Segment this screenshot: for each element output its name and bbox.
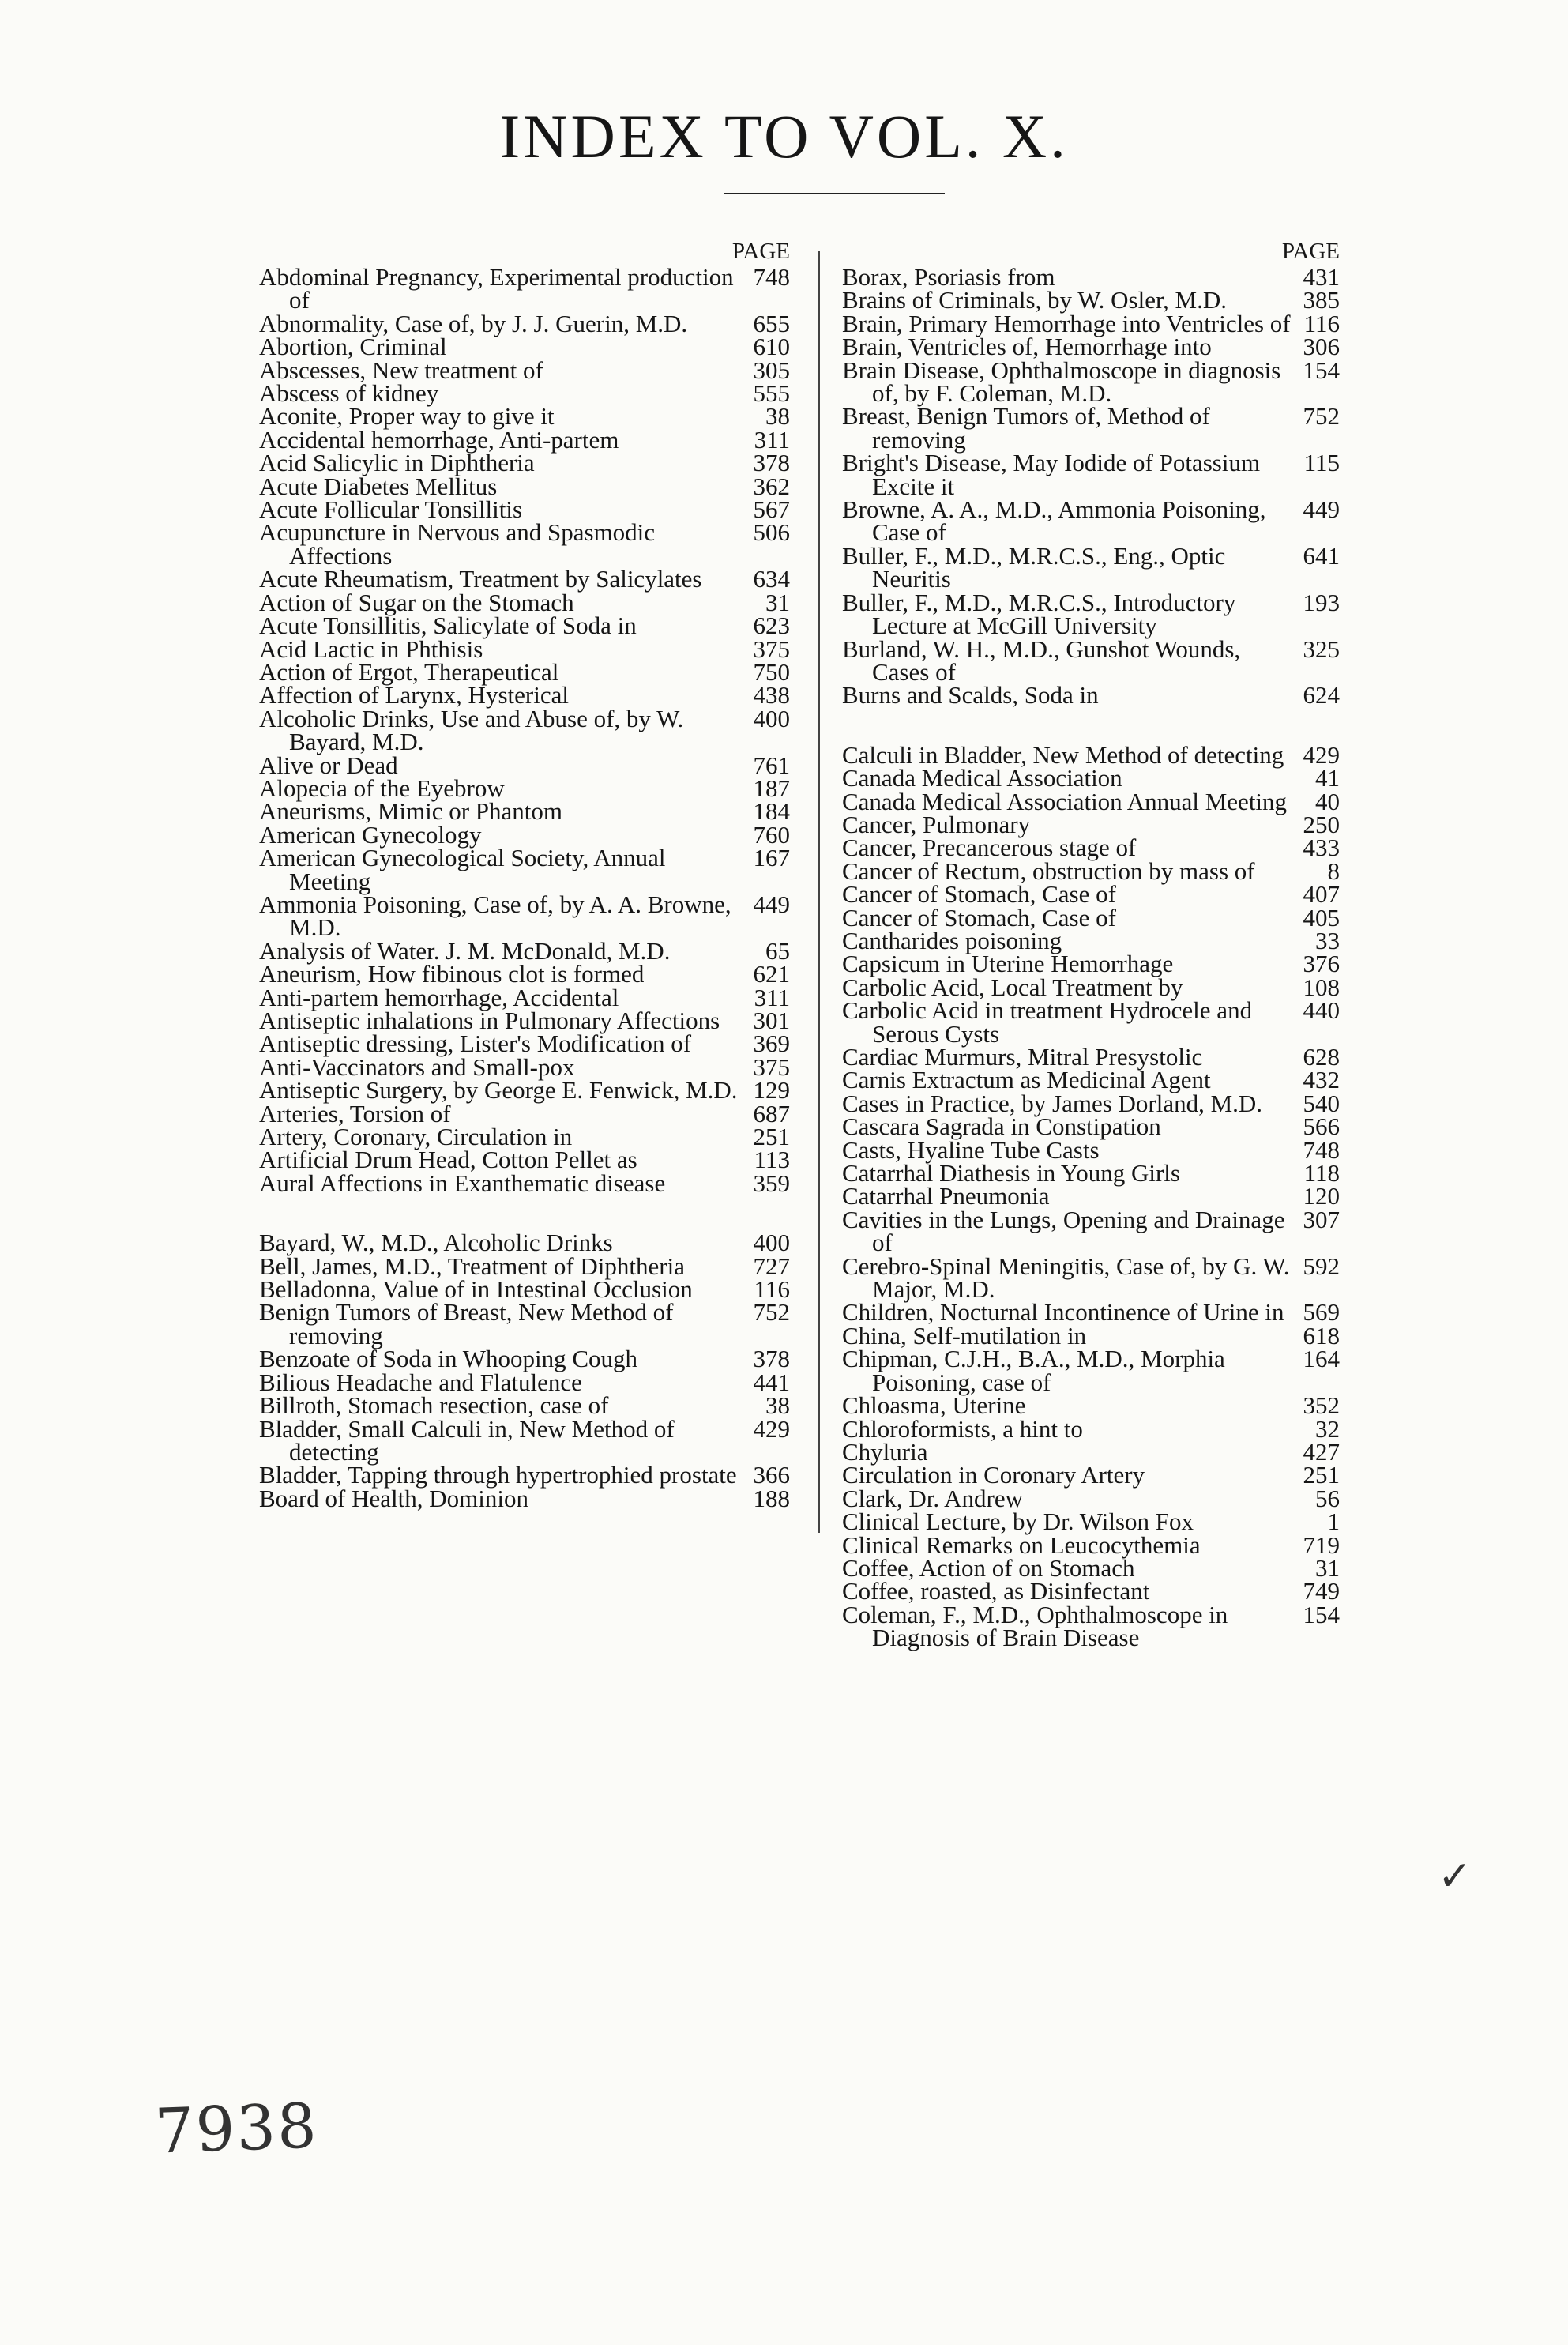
entry-text: Cascara Sagrada in Constipation <box>842 1112 1161 1141</box>
entry-page-number: 433 <box>1303 834 1340 862</box>
entry-page-number: 752 <box>753 1298 790 1327</box>
entry-page-number: 31 <box>1315 1553 1340 1582</box>
entry-text: Clark, Dr. Andrew <box>842 1484 1024 1512</box>
entry-list <box>259 265 790 1510</box>
section-gap <box>259 1195 790 1231</box>
entry-text: Burland, W. H., M.D., Gunshot Wounds, Cases of <box>842 634 1241 686</box>
entry-page-number: 56 <box>1315 1484 1340 1512</box>
entry-text: Benign Tumors of Breast, New Method of removing <box>259 1298 674 1349</box>
index-entry <box>259 1484 790 1512</box>
entry-page-number: 359 <box>753 1169 790 1197</box>
index-entry <box>259 495 790 524</box>
entry-page-number: 441 <box>753 1368 790 1396</box>
entry-text: Buller, F., M.D., M.R.C.S., Eng., Optic Neuritis <box>842 541 1226 593</box>
index-entry <box>842 1530 1340 1559</box>
entry-text: Coffee, roasted, as Disinfectant <box>842 1577 1150 1605</box>
entry-text: Carnis Extractum as Medicinal Agent <box>842 1066 1211 1094</box>
entry-page-number: 31 <box>765 588 790 616</box>
index-entry <box>842 1043 1340 1071</box>
entry-text: Antiseptic Surgery, by George E. Fenwick, M.D. <box>259 1076 738 1105</box>
entry-page-number: 376 <box>1303 950 1340 978</box>
entry-text: Bilious Headache and Flatulence <box>259 1368 582 1396</box>
entry-page-number: 193 <box>1303 588 1340 616</box>
index-entry <box>842 263 1340 291</box>
section-gap <box>842 707 1340 743</box>
entry-text: Canada Medical Association Annual Meeting <box>842 787 1288 815</box>
entry-text: Catarrhal Pneumonia <box>842 1182 1050 1210</box>
entry-text: Cavities in the Lungs, Opening and Drainage of <box>842 1205 1285 1257</box>
index-entry <box>842 950 1340 978</box>
entry-page-number: 748 <box>1303 1135 1340 1164</box>
entry-page-number: 621 <box>753 960 790 988</box>
entry-text: Alive or Dead <box>259 751 398 779</box>
entry-page-number: 251 <box>753 1123 790 1151</box>
entry-text: Board of Health, Dominion <box>259 1484 528 1512</box>
index-entry <box>259 634 790 663</box>
index-entry <box>259 425 790 454</box>
index-entry <box>259 265 790 312</box>
entry-text: Abdominal Pregnancy, Experimental production of <box>259 263 734 314</box>
index-entry <box>259 1229 790 1257</box>
entry-text: Aural Affections in Exanthematic disease <box>259 1169 666 1197</box>
index-entry <box>842 973 1340 1001</box>
entry-page-number: 167 <box>753 844 790 872</box>
index-entry <box>842 764 1340 792</box>
entry-text: Abscess of kidney <box>259 379 439 408</box>
entry-text: Cerebro-Spinal Meningitis, Case of, by G. W. Major, M.D. <box>842 1252 1290 1304</box>
entry-page-number: 449 <box>753 890 790 918</box>
index-entry <box>259 774 790 802</box>
entry-text: Buller, F., M.D., M.R.C.S., Introductory Lecture at McGill University <box>842 588 1236 640</box>
index-entry <box>842 402 1340 454</box>
entry-page-number: 405 <box>1303 903 1340 932</box>
entry-text: Anti-partem hemorrhage, Accidental <box>259 983 619 1011</box>
entry-page-number: 540 <box>1303 1089 1340 1117</box>
index-entry <box>259 1029 790 1058</box>
index-entry <box>842 1577 1340 1605</box>
entry-page-number: 164 <box>1303 1345 1340 1373</box>
entry-page-number: 566 <box>1303 1112 1340 1141</box>
entry-page-number: 431 <box>1303 263 1340 291</box>
entry-page-number: 306 <box>1303 333 1340 361</box>
entry-page-number: 432 <box>1303 1066 1340 1094</box>
entry-text: Action of Ergot, Therapeutical <box>259 657 559 686</box>
entry-text: Cantharides poisoning <box>842 926 1062 954</box>
entry-page-number: 250 <box>1303 810 1340 838</box>
entry-text: Bladder, Small Calculi in, New Method of detecting <box>259 1414 675 1466</box>
index-entry <box>842 787 1340 815</box>
index-entry <box>842 1112 1340 1141</box>
entry-text: Chipman, C.J.H., B.A., M.D., Morphia Poisoning, case of <box>842 1345 1225 1396</box>
entry-text: Abnormality, Case of, by J. J. Guerin, M.D. <box>259 309 688 337</box>
entry-page-number: 429 <box>753 1414 790 1443</box>
index-entry <box>259 1368 790 1396</box>
entry-text: Acute Tonsillitis, Salicylate of Soda in <box>259 612 637 640</box>
entry-page-number: 375 <box>753 1052 790 1081</box>
index-entry <box>259 820 790 849</box>
index-column-right <box>842 237 1340 1650</box>
index-entry <box>842 1391 1340 1420</box>
entry-page-number: 116 <box>1303 309 1340 337</box>
entry-page-number: 40 <box>1315 787 1340 815</box>
index-entry <box>259 657 790 686</box>
index-entry <box>259 1300 790 1347</box>
index-entry <box>842 1298 1340 1327</box>
index-entry <box>842 309 1340 337</box>
index-entry <box>259 565 790 593</box>
index-entry <box>259 681 790 710</box>
index-entry <box>842 356 1340 408</box>
entry-page-number: 362 <box>753 472 790 500</box>
page-column-label: PAGE <box>1281 239 1340 264</box>
index-entry <box>259 846 790 893</box>
entry-page-number: 641 <box>1303 541 1340 570</box>
index-entry <box>259 449 790 477</box>
page-column-label: PAGE <box>731 239 790 264</box>
index-entry <box>842 1252 1340 1304</box>
index-entry <box>259 1345 790 1373</box>
entry-page-number: 108 <box>1303 973 1340 1001</box>
entry-text: Borax, Psoriasis from <box>842 263 1055 291</box>
entry-text: Benzoate of Soda in Whooping Cough <box>259 1345 638 1373</box>
index-entry <box>842 1484 1340 1512</box>
entry-text: Coleman, F., M.D., Ophthalmoscope in Diagnosis of Brain Disease <box>842 1600 1228 1652</box>
entry-page-number: 369 <box>753 1029 790 1058</box>
entry-page-number: 154 <box>1303 1600 1340 1628</box>
entry-page-number: 628 <box>1303 1043 1340 1071</box>
entry-text: American Gynecological Society, Annual Meeting <box>259 844 666 895</box>
entry-page-number: 440 <box>1303 996 1340 1025</box>
entry-text: Brain, Primary Hemorrhage into Ventricles of <box>842 309 1291 337</box>
entry-text: Bright's Disease, May Iodide of Potassium Excite it <box>842 449 1261 500</box>
entry-text: Alopecia of the Eyebrow <box>259 774 505 802</box>
entry-page-number: 748 <box>753 263 790 291</box>
entry-text: Bell, James, M.D., Treatment of Diphtheria <box>259 1252 685 1280</box>
entry-text: Aneurism, How fibinous clot is formed <box>259 960 645 988</box>
entry-page-number: 610 <box>753 333 790 361</box>
entry-text: Coffee, Action of on Stomach <box>842 1553 1135 1582</box>
entry-page-number: 400 <box>753 1229 790 1257</box>
entry-text: Catarrhal Diathesis in Young Girls <box>842 1159 1180 1188</box>
entry-text: Burns and Scalds, Soda in <box>842 681 1099 710</box>
entry-page-number: 655 <box>753 309 790 337</box>
entry-page-number: 719 <box>1303 1530 1340 1559</box>
index-entry <box>259 612 790 640</box>
entry-page-number: 65 <box>765 936 790 965</box>
entry-page-number: 687 <box>753 1099 790 1127</box>
index-entry <box>259 983 790 1011</box>
entry-page-number: 449 <box>1303 495 1340 524</box>
entry-text: Billroth, Stomach resection, case of <box>259 1391 609 1420</box>
entry-text: Circulation in Coronary Artery <box>842 1461 1145 1489</box>
entry-text: Acute Follicular Tonsillitis <box>259 495 523 524</box>
index-entry <box>259 402 790 431</box>
entry-page-number: 438 <box>753 681 790 710</box>
entry-page-number: 118 <box>1303 1159 1340 1188</box>
index-entry <box>259 1076 790 1105</box>
index-column-left <box>259 237 790 1510</box>
index-entry <box>259 379 790 408</box>
entry-text: Acute Rheumatism, Treatment by Salicylates <box>259 565 702 593</box>
entry-text: China, Self-mutilation in <box>842 1321 1087 1349</box>
entry-page-number: 761 <box>753 751 790 779</box>
entry-page-number: 567 <box>753 495 790 524</box>
entry-text: Cancer of Stomach, Case of <box>842 903 1116 932</box>
index-entry <box>842 333 1340 361</box>
index-entry <box>842 634 1340 686</box>
index-entry <box>842 996 1340 1048</box>
index-entry <box>842 926 1340 954</box>
index-entry <box>259 588 790 616</box>
entry-page-number: 366 <box>753 1461 790 1489</box>
entry-text: Action of Sugar on the Stomach <box>259 588 574 616</box>
entry-page-number: 634 <box>753 565 790 593</box>
entry-text: Cases in Practice, by James Dorland, M.D. <box>842 1089 1263 1117</box>
index-entry <box>259 1146 790 1174</box>
index-entry <box>842 834 1340 862</box>
index-entry <box>842 1182 1340 1210</box>
entry-text: Canada Medical Association <box>842 764 1122 792</box>
entry-text: Alcoholic Drinks, Use and Abuse of, by W. Bayard, M.D. <box>259 704 684 756</box>
entry-page-number: 407 <box>1303 880 1340 909</box>
entry-page-number: 727 <box>753 1252 790 1280</box>
entry-text: Clinical Lecture, by Dr. Wilson Fox <box>842 1508 1194 1536</box>
entry-page-number: 592 <box>1303 1252 1340 1280</box>
index-entry <box>842 1437 1340 1466</box>
entry-text: Cancer, Pulmonary <box>842 810 1031 838</box>
index-entry <box>259 960 790 988</box>
title-rule <box>724 193 945 194</box>
entry-text: American Gynecology <box>259 820 482 849</box>
entry-page-number: 251 <box>1303 1461 1340 1489</box>
index-entry <box>842 1089 1340 1117</box>
entry-page-number: 311 <box>754 983 790 1011</box>
entry-text: Chyluria <box>842 1437 928 1466</box>
entry-page-number: 184 <box>753 797 790 826</box>
entry-page-number: 623 <box>753 612 790 640</box>
entry-text: Carbolic Acid, Local Treatment by <box>842 973 1183 1001</box>
entry-page-number: 32 <box>1315 1414 1340 1443</box>
entry-text: Chloroformists, a hint to <box>842 1414 1083 1443</box>
entry-page-number: 352 <box>1303 1391 1340 1420</box>
entry-text: Breast, Benign Tumors of, Method of removing <box>842 402 1210 454</box>
index-entry <box>259 1009 790 1032</box>
entry-text: Artificial Drum Head, Cotton Pellet as <box>259 1146 637 1174</box>
index-entry <box>842 1347 1340 1394</box>
entry-text: Cancer of Stomach, Case of <box>842 880 1116 909</box>
entry-text: Acid Lactic in Phthisis <box>259 634 483 663</box>
entry-page-number: 760 <box>753 820 790 849</box>
entry-text: Antiseptic dressing, Lister's Modification of <box>259 1029 692 1058</box>
handwritten-number: 7938 <box>153 2091 320 2168</box>
index-entry <box>842 1508 1340 1536</box>
entry-text: Analysis of Water. J. M. McDonald, M.D. <box>259 936 671 965</box>
index-entry <box>259 1052 790 1081</box>
index-entry <box>842 880 1340 909</box>
index-entry <box>842 495 1340 547</box>
index-entry <box>842 856 1340 885</box>
index-entry <box>259 890 790 942</box>
entry-page-number: 400 <box>753 704 790 732</box>
entry-page-number: 116 <box>754 1275 790 1304</box>
entry-text: Cancer, Precancerous stage of <box>842 834 1137 862</box>
entry-text: Brain, Ventricles of, Hemorrhage into <box>842 333 1212 361</box>
entry-page-number: 385 <box>1303 286 1340 314</box>
entry-page-number: 752 <box>1303 402 1340 431</box>
entry-page-number: 113 <box>754 1146 790 1174</box>
entry-text: Ammonia Poisoning, Case of, by A. A. Browne, M.D. <box>259 890 731 942</box>
entry-text: Acute Diabetes Mellitus <box>259 472 498 500</box>
entry-page-number: 375 <box>753 634 790 663</box>
entry-text: Brains of Criminals, by W. Osler, M.D. <box>842 286 1227 314</box>
entry-page-number: 378 <box>753 1345 790 1373</box>
index-entry <box>842 1066 1340 1094</box>
entry-page-number: 429 <box>1303 740 1340 769</box>
entry-text: Arteries, Torsion of <box>259 1099 451 1127</box>
index-entry <box>259 751 790 779</box>
index-entry <box>259 1099 790 1127</box>
index-entry <box>259 1275 790 1304</box>
entry-page-number: 8 <box>1327 856 1340 885</box>
index-entry <box>259 704 790 756</box>
entry-page-number: 154 <box>1303 356 1340 384</box>
index-entry <box>842 903 1340 932</box>
entry-text: Bladder, Tapping through hypertrophied prostate <box>259 1461 737 1489</box>
entry-page-number: 120 <box>1303 1182 1340 1210</box>
entry-text: Chloasma, Uterine <box>842 1391 1026 1420</box>
entry-page-number: 378 <box>753 449 790 477</box>
entry-page-number: 569 <box>1303 1298 1340 1327</box>
entry-text: Browne, A. A., M.D., Ammonia Poisoning, Case of <box>842 495 1266 547</box>
entry-text: Artery, Coronary, Circulation in <box>259 1123 573 1151</box>
entry-page-number: 115 <box>1303 449 1340 477</box>
index-entry <box>842 451 1340 498</box>
entry-text: Bayard, W., M.D., Alcoholic Drinks <box>259 1229 613 1257</box>
index-entry <box>842 1321 1340 1349</box>
entry-page-number: 325 <box>1303 634 1340 663</box>
entry-text: Cancer of Rectum, obstruction by mass of <box>842 856 1255 885</box>
index-entry <box>842 1553 1340 1582</box>
index-entry <box>842 810 1340 838</box>
index-entry <box>259 1391 790 1420</box>
index-entry <box>842 1159 1340 1188</box>
entry-page-number: 301 <box>753 1007 790 1034</box>
index-entry <box>842 1414 1340 1443</box>
entry-text: Casts, Hyaline Tube Casts <box>842 1135 1100 1164</box>
index-entry <box>842 1600 1340 1652</box>
index-entry <box>259 333 790 361</box>
entry-page-number: 129 <box>753 1076 790 1105</box>
index-entry <box>259 518 790 570</box>
index-entry <box>259 1169 790 1197</box>
entry-page-number: 624 <box>1303 681 1340 710</box>
index-entry <box>842 1461 1340 1489</box>
index-entry <box>842 541 1340 593</box>
index-entry <box>259 1461 790 1489</box>
entry-text: Brain Disease, Ophthalmoscope in diagnosis of, by F. Coleman, M.D. <box>842 356 1281 408</box>
entry-text: Affection of Larynx, Hysterical <box>259 681 569 710</box>
entry-text: Acupuncture in Nervous and Spasmodic Affections <box>259 518 656 570</box>
entry-text: Capsicum in Uterine Hemorrhage <box>842 950 1174 978</box>
index-entry <box>259 472 790 500</box>
check-mark-icon: ✓ <box>1438 1853 1472 1900</box>
entry-page-number: 187 <box>753 774 790 802</box>
entry-list <box>842 265 1340 1650</box>
entry-page-number: 750 <box>753 657 790 686</box>
index-entry <box>259 309 790 337</box>
entry-text: Antiseptic inhalations in Pulmonary Affections <box>259 1007 720 1034</box>
entry-page-number: 506 <box>753 518 790 547</box>
entry-text: Anti-Vaccinators and Small-pox <box>259 1052 575 1081</box>
entry-text: Abscesses, New treatment of <box>259 356 543 384</box>
index-entry <box>842 286 1340 314</box>
entry-text: Carbolic Acid in treatment Hydrocele and Serous Cysts <box>842 996 1253 1048</box>
entry-page-number: 618 <box>1303 1321 1340 1349</box>
entry-text: Accidental hemorrhage, Anti-partem <box>259 425 619 454</box>
page-title: INDEX TO VOL. X. <box>499 102 1069 171</box>
entry-text: Aconite, Proper way to give it <box>259 402 555 431</box>
entry-page-number: 188 <box>753 1484 790 1512</box>
entry-page-number: 33 <box>1315 926 1340 954</box>
index-entry <box>842 1135 1340 1164</box>
entry-page-number: 311 <box>754 425 790 454</box>
entry-page-number: 38 <box>765 1391 790 1420</box>
entry-text: Children, Nocturnal Incontinence of Urine in <box>842 1298 1284 1327</box>
index-entry <box>842 740 1340 769</box>
entry-page-number: 427 <box>1303 1437 1340 1466</box>
entry-text: Abortion, Criminal <box>259 333 447 361</box>
index-entry <box>842 681 1340 710</box>
index-entry <box>259 936 790 965</box>
entry-text: Cardiac Murmurs, Mitral Presystolic <box>842 1043 1203 1071</box>
entry-page-number: 555 <box>753 379 790 408</box>
entry-page-number: 307 <box>1303 1205 1340 1233</box>
entry-page-number: 41 <box>1315 764 1340 792</box>
index-entry <box>259 1123 790 1151</box>
entry-page-number: 38 <box>765 402 790 431</box>
entry-text: Acid Salicylic in Diphtheria <box>259 449 535 477</box>
index-entry <box>259 797 790 826</box>
entry-page-number: 749 <box>1303 1577 1340 1605</box>
column-divider <box>818 251 820 1533</box>
index-entry <box>259 356 790 384</box>
index-entry <box>259 1252 790 1280</box>
entry-page-number: 1 <box>1327 1508 1340 1536</box>
entry-text: Clinical Remarks on Leucocythemia <box>842 1530 1201 1559</box>
entry-text: Belladonna, Value of in Intestinal Occlusion <box>259 1275 693 1304</box>
entry-page-number: 305 <box>753 356 790 384</box>
index-entry <box>842 1205 1340 1257</box>
entry-text: Calculi in Bladder, New Method of detecting <box>842 740 1284 769</box>
index-entry <box>842 588 1340 640</box>
index-entry <box>259 1414 790 1466</box>
entry-text: Aneurisms, Mimic or Phantom <box>259 797 563 826</box>
